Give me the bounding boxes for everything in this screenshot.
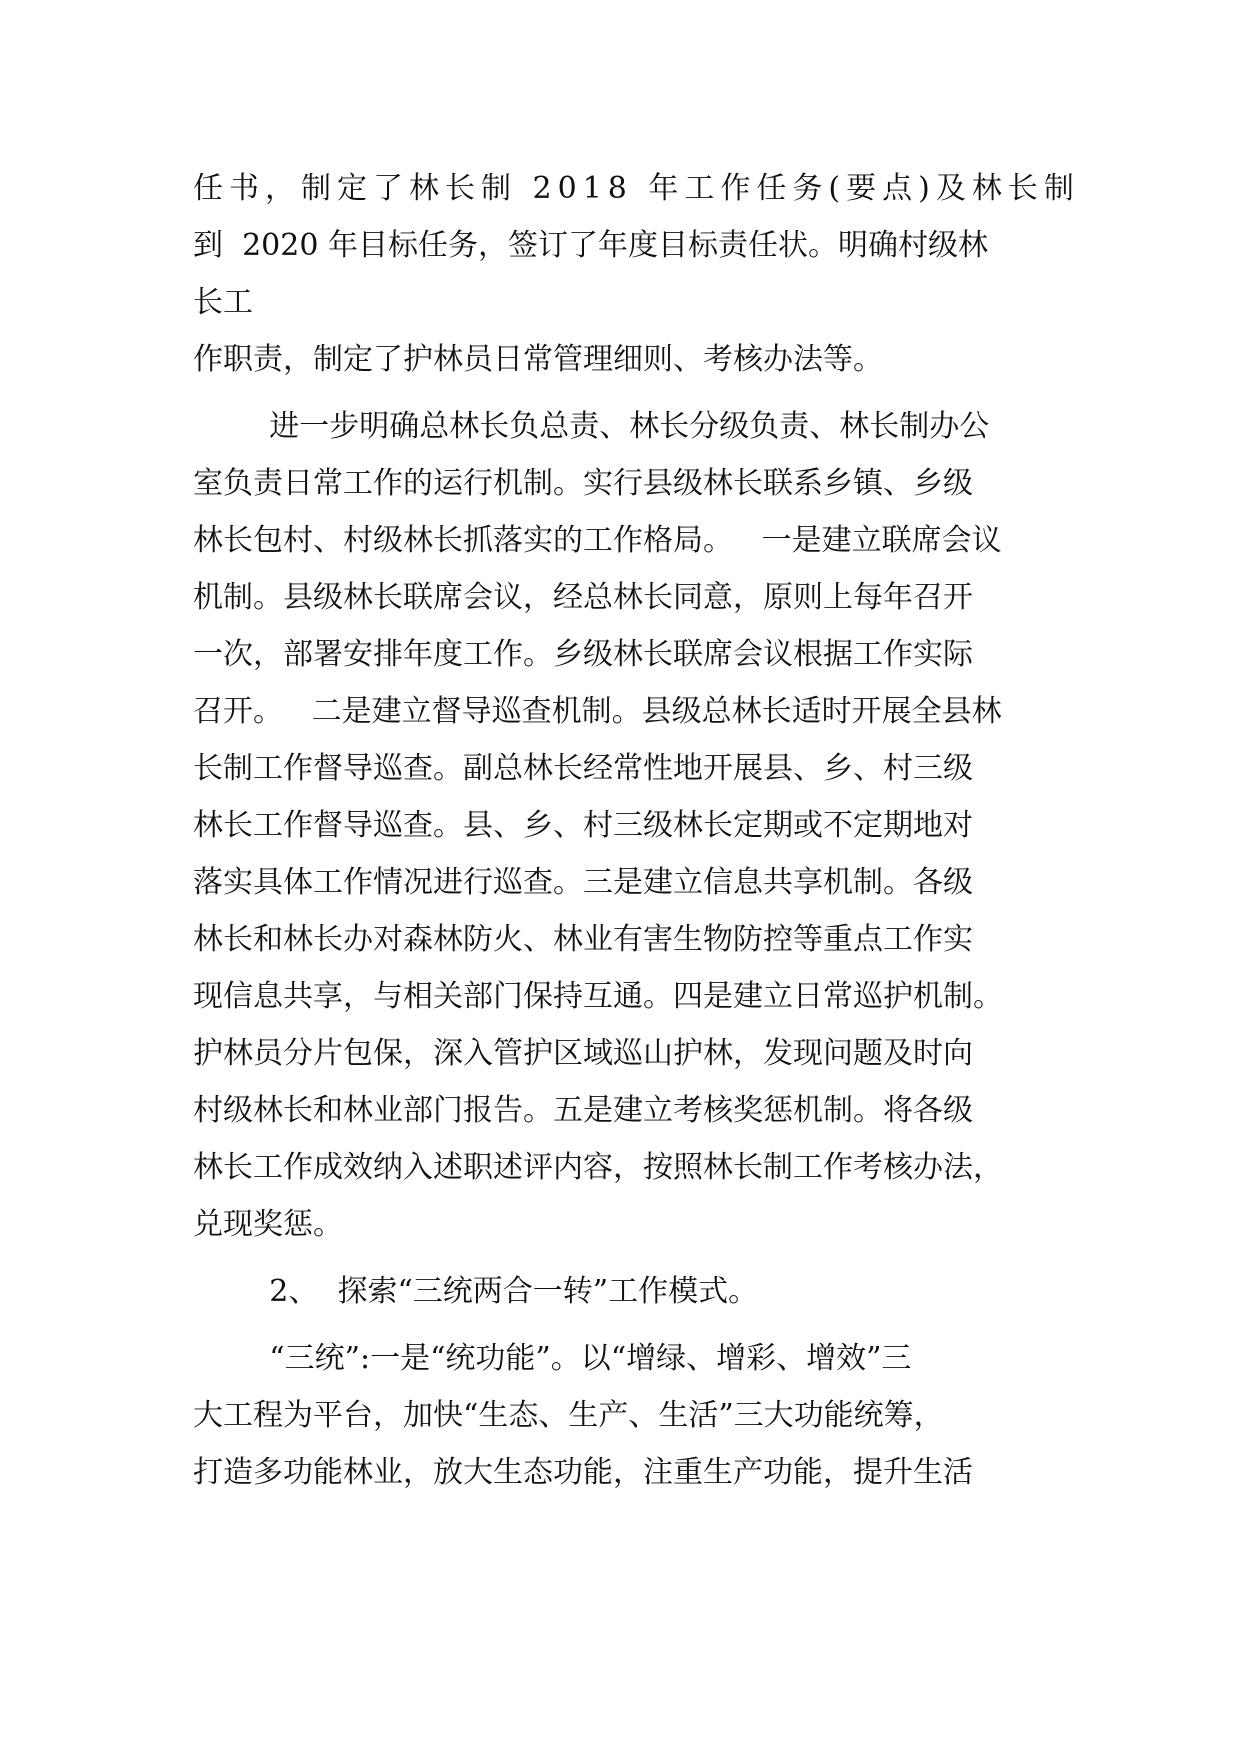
text-line: 2、 探索“三统两合一转”工作模式。 bbox=[193, 1274, 759, 1309]
text-line: 护林员分片包保，深入管护区域巡山护林，发现问题及时向 bbox=[193, 1036, 973, 1071]
document-body bbox=[193, 160, 1080, 1501]
text-line: 任书，制定了林长制 2018 年工作任务(要点)及林长制 bbox=[193, 171, 1080, 206]
text-line: 打造多功能林业，放大生态功能，注重生产功能，提升生活 bbox=[193, 1455, 973, 1490]
text-line: 室负责日常工作的运行机制。实行县级林长联系乡镇、乡级 bbox=[193, 466, 973, 501]
text-line: 林长包村、村级林长抓落实的工作格局。 一是建立联席会议 bbox=[193, 523, 1002, 558]
text-line: 林长工作督导巡查。县、乡、村三级林长定期或不定期地对 bbox=[193, 808, 973, 843]
text-line: 到 2020 年目标任务，签订了年度目标责任状。明确村级林 bbox=[193, 228, 988, 263]
text-line: 长制工作督导巡查。副总林长经常性地开展县、乡、村三级 bbox=[193, 751, 973, 786]
text-line: 兑现奖惩。 bbox=[193, 1207, 343, 1242]
paragraph-gap bbox=[193, 1320, 1053, 1330]
text-line: “三统”:一是“统功能”。以“增绿、增彩、增效”三 bbox=[193, 1341, 912, 1376]
text-line: 村级林长和林业部门报告。五是建立考核奖惩机制。将各级 bbox=[193, 1093, 973, 1128]
text-line: 落实具体工作情况进行巡查。三是建立信息共享机制。各级 bbox=[193, 865, 973, 900]
paragraph-gap bbox=[193, 388, 1053, 398]
text-line: 作职责，制定了护林员日常管理细则、考核办法等。 bbox=[193, 342, 883, 377]
text-line: 林长和林长办对森林防火、林业有害生物防控等重点工作实 bbox=[193, 922, 973, 957]
text-line: 召开。 二是建立督导巡查机制。县级总林长适时开展全县林 bbox=[193, 694, 1002, 729]
text-line: 林长工作成效纳入述职述评内容，按照林长制工作考核办法， bbox=[193, 1150, 1003, 1185]
paragraph-gap bbox=[193, 1253, 1053, 1263]
text-line: 一次，部署安排年度工作。乡级林长联席会议根据工作实际 bbox=[193, 637, 973, 672]
text-line: 进一步明确总林长负总责、林长分级负责、林长制办公 bbox=[193, 409, 990, 444]
text-line: 长工 bbox=[193, 285, 253, 320]
text-line: 大工程为平台，加快“生态、生产、生活”三大功能统筹， bbox=[193, 1398, 944, 1433]
text-line: 现信息共享，与相关部门保持互通。四是建立日常巡护机制。 bbox=[193, 979, 1003, 1014]
text-line: 机制。县级林长联席会议，经总林长同意，原则上每年召开 bbox=[193, 580, 973, 615]
